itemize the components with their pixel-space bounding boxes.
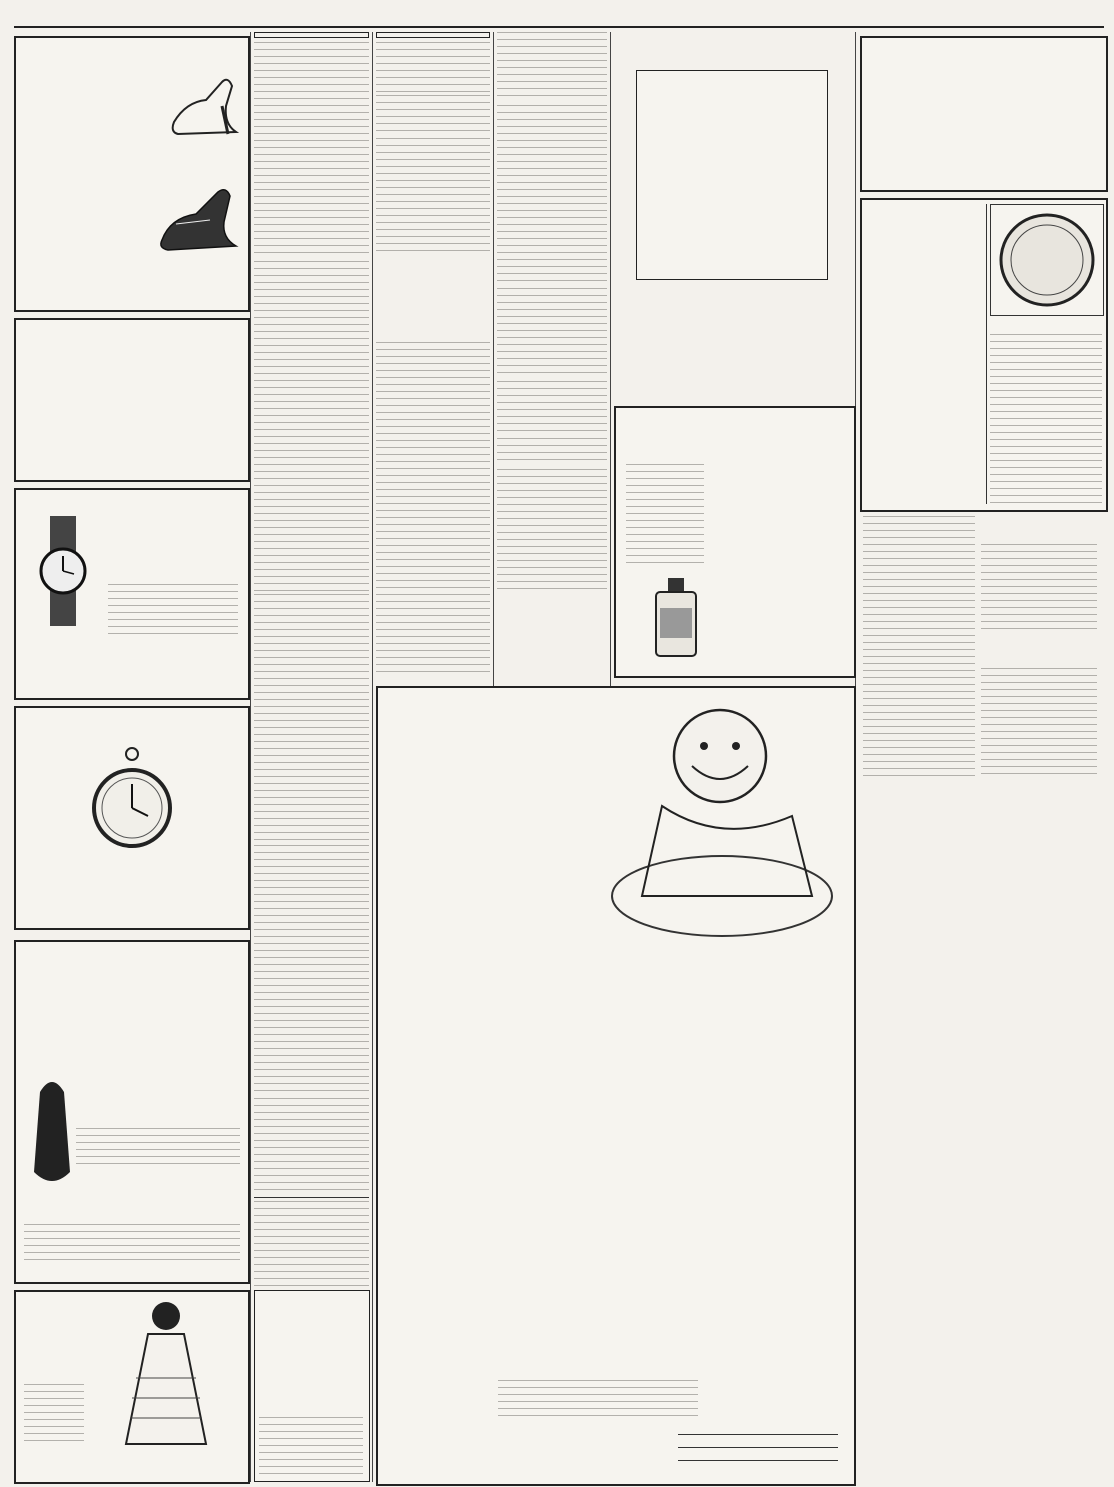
article-text — [497, 532, 607, 592]
masthead — [14, 4, 1104, 28]
hearnes-side-text — [626, 464, 704, 564]
wellington-topics-title — [254, 32, 369, 38]
article-text — [497, 105, 607, 285]
glassons-ad — [14, 1290, 250, 1484]
article-text — [497, 288, 607, 378]
money-instructions — [24, 1224, 240, 1260]
pocket-watch-illustration — [90, 746, 174, 854]
article-text — [497, 381, 607, 435]
nelson-moate-tea-ad — [866, 204, 987, 504]
james-king-details — [259, 1417, 363, 1475]
column-rule — [250, 32, 251, 1482]
orion-ranges-ad — [14, 318, 250, 482]
article-text — [254, 845, 369, 1095]
blossom-testimonials — [863, 516, 975, 780]
shoe-illustration-2 — [156, 174, 244, 258]
hearnes-ad — [614, 406, 856, 678]
wrist-watch-illustration — [28, 516, 98, 626]
money-conditions — [76, 1128, 240, 1168]
hawkins-caution — [981, 544, 1097, 634]
article-text — [254, 42, 369, 258]
glassons-description — [24, 1384, 84, 1444]
article-text — [497, 32, 607, 102]
shoe-illustration-1 — [166, 62, 244, 142]
paterson-cleaning-ad — [860, 36, 1108, 192]
medicine-bottle-illustration — [646, 578, 706, 658]
column-dominion-items — [376, 32, 490, 332]
hawkins-blossom-text — [861, 516, 1101, 786]
james-king-ad — [254, 1290, 370, 1482]
paragon-lever-ad — [14, 706, 250, 930]
article-text — [497, 469, 607, 529]
dominion-items-title — [376, 32, 490, 38]
article-text — [376, 138, 490, 198]
dawson-price-list — [108, 584, 238, 640]
article-text — [376, 342, 490, 672]
column-dominion-items-continued — [376, 340, 490, 680]
column-wellington-topics — [254, 32, 369, 1482]
article-text — [254, 594, 369, 842]
column-rule — [372, 32, 373, 1482]
ointment-tin-icon — [997, 211, 1097, 309]
spring-blossom-tin — [990, 204, 1104, 316]
raven-tea-money-ad — [14, 940, 250, 1284]
blossom-description — [990, 334, 1102, 504]
article-text — [376, 42, 490, 92]
teapot-illustration — [30, 1072, 74, 1192]
tea-and-blossom-ads — [860, 198, 1108, 512]
houston-matson-column — [614, 692, 852, 1482]
garage-notice-box — [636, 70, 828, 280]
article-text — [254, 1098, 369, 1194]
article-text — [376, 95, 490, 135]
article-text — [497, 438, 607, 466]
column-news-items — [497, 32, 607, 682]
article-text — [254, 261, 369, 591]
stewart-dawson-watches-ad — [14, 488, 250, 700]
footwear-ad — [14, 36, 250, 312]
lady-illustration — [96, 1298, 236, 1448]
article-text — [376, 201, 490, 251]
hawkins-ladies-text — [981, 668, 1097, 776]
